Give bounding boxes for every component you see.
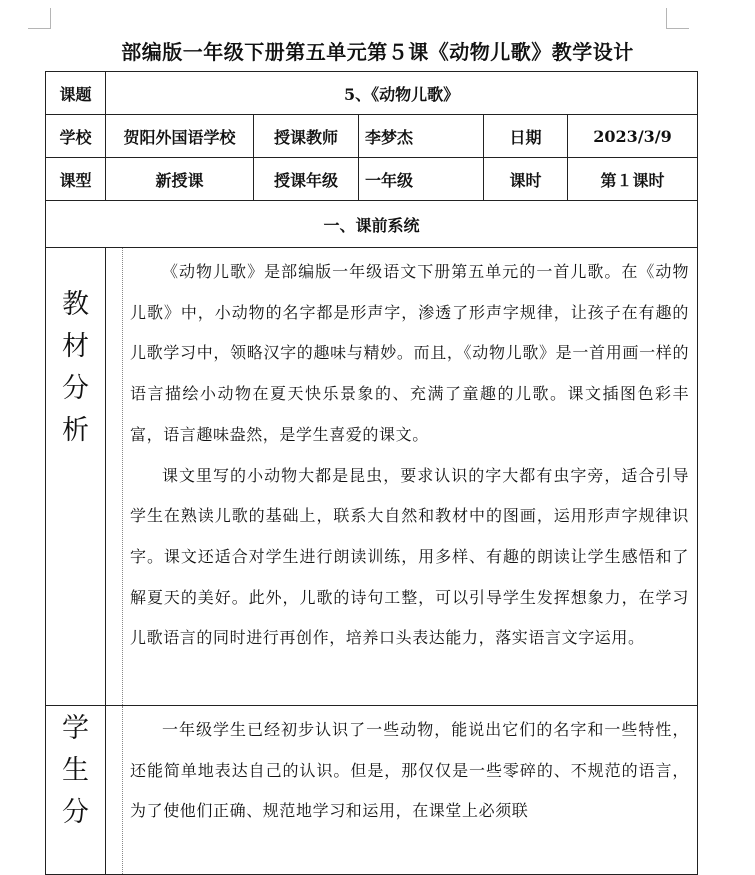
topic-label: 课题 [46,72,106,115]
topic-value: 5、《动物儿歌》 [106,72,698,115]
period-value: 第１课时 [568,158,698,201]
student-analysis-label: 学 生 分 [46,706,106,875]
textbook-analysis-content [106,248,698,706]
type-label: 课型 [46,158,106,201]
margin-guide [122,706,123,874]
row-type [46,158,698,201]
paragraph: 课文里写的小动物大都是昆虫，要求认识的字大都有虫字旁，适合引导学生在熟读儿歌的基础上，联系大自然和教材中的图画，运用形声字规律识字。课文还适合对学生进行朗读训练，用多样、有趣的朗读让学生感悟和了解夏天的美好。此外，儿歌的诗句工整，可以引导学生发挥想象力，在学习儿歌语言的同时进行再创作，培养口头表达能力，落实语言文字运用。 [130,465,690,648]
document-title: 部编版一年级下册第五单元第５课《动物儿歌》教学设计 [121,40,634,64]
teacher-value: 李梦杰 [359,115,484,158]
date-value: 2023/3/9 [568,115,698,158]
school-label: 学校 [46,115,106,158]
textbook-analysis-label: 教 材 分 析 [46,248,106,706]
margin-guide [122,248,123,705]
crop-mark-top-left [28,8,51,29]
paragraph: 《动物儿歌》是部编版一年级语文下册第五单元的一首儿歌。在《动物儿歌》中，小动物的名字都是形声字，渗透了形声字规律，让孩子在有趣的儿歌学习中，领略汉字的趣味与精妙。而且，《动物儿歌》是一首用画一样的语言描绘小动物在夏天快乐景象的、充满了童趣的儿歌。课文插图色彩丰富，语言趣味盎然，是学生喜爱的课文。 [130,262,690,444]
grade-value: 一年级 [359,158,484,201]
row-student-analysis [46,706,698,875]
row-school [46,115,698,158]
section-title: 一、课前系统 [46,201,698,248]
teacher-label: 授课教师 [254,115,359,158]
period-label: 课时 [484,158,568,201]
lesson-plan-table [45,71,698,875]
paragraph: 一年级学生已经初步认识了一些动物，能说出它们的名字和一些特性，还能简单地表达自己的认识。但是，那仅仅是一些零碎的、不规范的语言，为了使他们正确、规范地学习和运用，在课堂上必须联 [130,720,690,821]
row-topic [46,72,698,115]
date-label: 日期 [484,115,568,158]
crop-mark-top-right [666,8,689,29]
school-value: 贺阳外国语学校 [106,115,254,158]
row-section-header [46,201,698,248]
grade-label: 授课年级 [254,158,359,201]
type-value: 新授课 [106,158,254,201]
row-textbook-analysis [46,248,698,706]
student-analysis-content [106,706,698,875]
